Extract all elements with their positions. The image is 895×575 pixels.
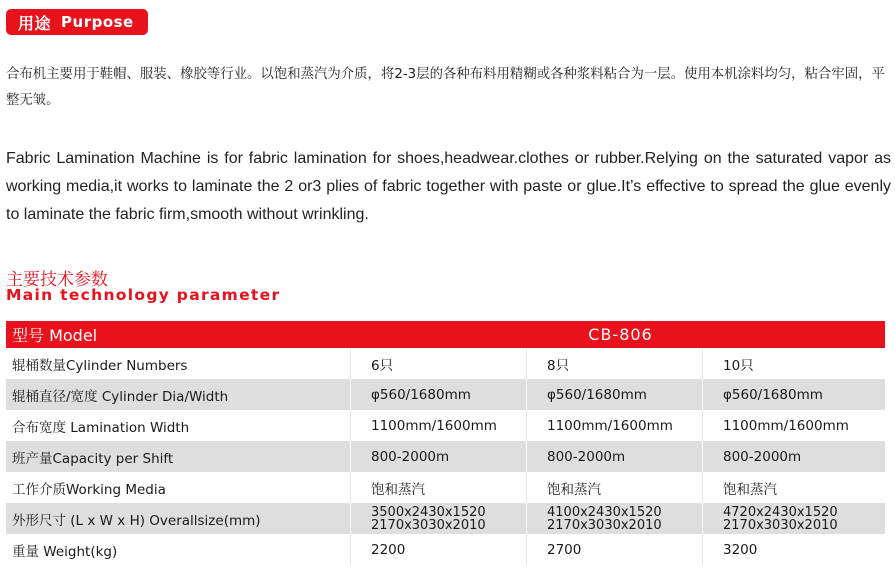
- purpose-heading-en: Purpose: [61, 13, 134, 31]
- cell-line: 4100x2430x1520: [547, 504, 662, 520]
- cell: [350, 503, 526, 534]
- cell: 2700: [526, 534, 702, 565]
- model-value: CB-806: [350, 321, 885, 348]
- row-label: 重量 Weight(kg): [12, 543, 118, 560]
- cell: 800-2000m: [350, 441, 526, 472]
- cell: 饱和蒸汽: [702, 472, 885, 503]
- purpose-heading-cn: 用途: [18, 13, 52, 33]
- table-row: [6, 534, 885, 565]
- model-label: 型号 Model: [6, 321, 350, 348]
- cell: φ560/1680mm: [350, 379, 526, 410]
- spec-table: [6, 321, 885, 565]
- cell: 800-2000m: [526, 441, 702, 472]
- row-label: 辊桶直径/宽度 Cylinder Dia/Width: [6, 379, 350, 410]
- cell: 1100mm/1600mm: [526, 410, 702, 441]
- table-header-row: [6, 321, 885, 348]
- cell: 3200: [702, 534, 885, 565]
- cell: 饱和蒸汽: [526, 472, 702, 503]
- cell: 10只: [702, 348, 885, 379]
- cell: 1100mm/1600mm: [702, 410, 885, 441]
- parameters-title-en: Main technology parameter: [6, 286, 281, 304]
- purpose-text-en: Fabric Lamination Machine is for fabric lamination for shoes,headwear.clothes or rubber.Relying on the saturated vapor as working media,it works to laminate the 2 or3 plies of fabric together with paste or glue.It’s effective to spread the glue evenly to laminate the fabric firm,smooth without wrinkling.: [6, 150, 891, 223]
- row-label: 班产量Capacity per Shift: [6, 441, 350, 472]
- cell: φ560/1680mm: [702, 379, 885, 410]
- row-label: 辊桶数量Cylinder Numbers: [12, 357, 188, 374]
- cell-line: 2170x3030x2010: [723, 517, 838, 533]
- cell: 1100mm/1600mm: [350, 410, 526, 441]
- row-label: 工作介质Working Media: [12, 481, 166, 498]
- table-row: [6, 348, 885, 379]
- cell-line: 3500x2430x1520: [371, 504, 486, 520]
- cell: 800-2000m: [702, 441, 885, 472]
- table-row: [6, 472, 885, 503]
- table-row: [6, 379, 885, 410]
- purpose-text-cn: 合布机主要用于鞋帽、服装、橡胶等行业。以饱和蒸汽为介质，将2-3层的各种布料用精糊或各种浆料粘合为一层。使用本机涂料均匀，粘合牢固，平整无皱。: [6, 67, 885, 108]
- parameters-title-cn: 主要技术参数: [6, 270, 108, 290]
- purpose-heading: [6, 9, 148, 35]
- cell: 6只: [350, 348, 526, 379]
- cell: 2200: [350, 534, 526, 565]
- cell-line: 2170x3030x2010: [547, 517, 662, 533]
- row-label: 外形尺寸 (L x W x H) Overallsize(mm): [6, 503, 350, 534]
- table-row: [6, 441, 885, 472]
- cell: 饱和蒸汽: [350, 472, 526, 503]
- cell: [702, 503, 885, 534]
- table-row: [6, 410, 885, 441]
- row-label: 合布宽度 Lamination Width: [12, 419, 190, 436]
- table-row: [6, 503, 885, 534]
- cell: [526, 503, 702, 534]
- cell: φ560/1680mm: [526, 379, 702, 410]
- cell-line: 2170x3030x2010: [371, 517, 486, 533]
- cell-line: 4720x2430x1520: [723, 504, 838, 520]
- cell: 8只: [526, 348, 702, 379]
